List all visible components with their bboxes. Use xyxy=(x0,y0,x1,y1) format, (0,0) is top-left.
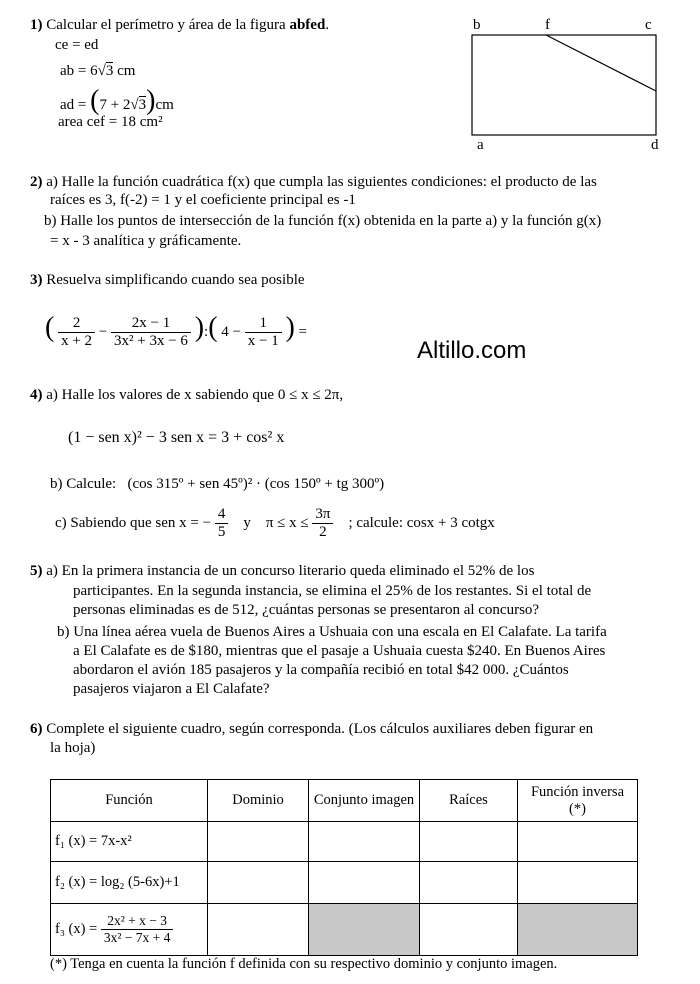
cell-f1: f₁ (x) = 7x-x² xyxy=(51,822,208,862)
problem-5-a-line2: participantes. En la segunda instancia, se elimina el 25% de los restantes. Si el total de xyxy=(73,583,592,599)
problem-text: Calcular el perímetro y área de la figura xyxy=(46,17,286,33)
denominator: 3x² + 3x − 6 xyxy=(111,332,191,350)
cell-empty[interactable] xyxy=(208,904,309,956)
text: Complete el siguiente cuadro, según corresponda. (Los cálculos auxiliares deben figurar en xyxy=(46,721,594,737)
interval: π ≤ x ≤ xyxy=(265,514,309,531)
problem-5-b-line2: a El Calafate es de $180, mientras que el pasaje a Ushuaia cuesta $240. En Buenos Aires xyxy=(73,643,606,659)
problem-3-statement xyxy=(30,272,305,289)
vertex-d: d xyxy=(651,137,659,153)
label: c) Sabiendo que sen x = − xyxy=(55,514,212,531)
problem-2-a-line2: raíces es 3, f(-2) = 1 y el coeficiente principal es -1 xyxy=(50,192,356,208)
denominator: 2 xyxy=(312,523,333,541)
problem-2-b-line1: b) Halle los puntos de intersección de la función f(x) obtenida en la parte a) y la función g(x) xyxy=(44,213,602,229)
denominator: 5 xyxy=(215,523,229,541)
cell-empty[interactable] xyxy=(420,862,518,904)
problem-number: 6) xyxy=(30,721,43,737)
cell-f3 xyxy=(51,904,208,956)
term: 4 − xyxy=(221,324,241,340)
period: . xyxy=(325,17,330,33)
problem-4-a xyxy=(30,387,343,404)
given-ab xyxy=(60,63,135,80)
given-area: area cef = 18 cm² xyxy=(58,114,163,130)
expression: (cos 315º + sen 45º)² · (cos 150º + tg 300º) xyxy=(127,476,385,492)
header-raices: Raíces xyxy=(420,780,518,822)
problem-number: 1) xyxy=(30,17,43,33)
problem-5-b-line4: pasajeros viajaron a El Calafate? xyxy=(73,681,270,697)
fraction-1 xyxy=(58,315,95,350)
header-funcion: Función xyxy=(51,780,208,822)
numerator: 2x − 1 xyxy=(131,315,171,332)
problem-number: 5) xyxy=(30,563,43,579)
numerator: 1 xyxy=(259,315,267,332)
problem-4-b xyxy=(50,476,384,493)
problem-text: Resuelva simplificando cuando sea posible xyxy=(46,272,305,288)
sqrt-value: 3 xyxy=(138,97,147,113)
instruction: ; calcule: cosx + 3 cotgx xyxy=(348,514,495,531)
table-footnote: (*) Tenga en cuenta la función f definida con su respectivo dominio y conjunto imagen. xyxy=(50,956,558,972)
problem-number: 4) xyxy=(30,387,43,403)
cell-f2: f₂ (x) = log₂ (5-6x)+1 xyxy=(51,862,208,904)
table-row xyxy=(51,904,638,956)
cell-empty[interactable] xyxy=(208,822,309,862)
vertex-b: b xyxy=(473,17,481,33)
vertex-f: f xyxy=(545,17,550,33)
paren-close: ) xyxy=(194,312,205,343)
paren-open: ( xyxy=(45,312,55,343)
ab-label: ab = 6 xyxy=(60,63,98,79)
f3-fraction xyxy=(101,913,174,946)
denominator: x − 1 xyxy=(245,332,282,350)
sqrt-icon: √ xyxy=(97,63,106,79)
cell-shaded xyxy=(518,904,638,956)
cell-empty[interactable] xyxy=(309,862,420,904)
cell-empty[interactable] xyxy=(420,904,518,956)
ad-expr: 7 + 2 xyxy=(99,97,131,113)
given-ce-ed: ce = ed xyxy=(55,37,99,53)
label: b) Calcule: xyxy=(50,476,117,492)
numerator: 2 xyxy=(72,315,81,332)
paren-close: ) xyxy=(146,85,156,116)
denominator: 3x² − 7x + 4 xyxy=(101,929,174,946)
header-conjunto-imagen: Conjunto imagen xyxy=(309,780,420,822)
cell-shaded xyxy=(309,904,420,956)
fraction-pi xyxy=(312,506,333,541)
equals: = xyxy=(298,324,307,340)
cell-empty[interactable] xyxy=(208,862,309,904)
problem-2-a-line1 xyxy=(30,174,597,191)
problem-1-statement xyxy=(30,17,329,34)
header-dominio: Dominio xyxy=(208,780,309,822)
cell-empty[interactable] xyxy=(309,822,420,862)
problem-2-b-line2: = x - 3 analítica y gráficamente. xyxy=(50,233,242,249)
problem-4a-text: a) Halle los valores de x sabiendo que 0 ≤ x ≤ 2π, xyxy=(46,387,344,403)
segment-fe xyxy=(546,35,656,91)
sqrt-value: 3 xyxy=(105,63,114,79)
problem-6-line1 xyxy=(30,721,593,738)
problem-number: 2) xyxy=(30,174,43,190)
header-funcion-inversa: Función inversa (*) xyxy=(518,780,638,822)
problem-5-b-line1: b) Una línea aérea vuela de Buenos Aires a Ushuaia con una escala en El Calafate. La tarifa xyxy=(57,624,607,640)
given-ad xyxy=(60,85,174,117)
problem-5-a-line1 xyxy=(30,563,534,580)
problem-6-line2: la hoja) xyxy=(50,740,96,756)
rectangle-abcd xyxy=(472,35,656,135)
table-header-row xyxy=(51,780,638,822)
table-row xyxy=(51,822,638,862)
figure-name: abfed xyxy=(289,17,326,33)
numerator: 3π xyxy=(315,506,331,522)
operator: : xyxy=(204,324,209,340)
fraction-2 xyxy=(111,315,191,350)
ad-label: ad = xyxy=(60,97,87,113)
unit: cm xyxy=(155,97,174,113)
table-row xyxy=(51,862,638,904)
f3-label: f₃ (x) = xyxy=(55,920,98,937)
watermark: Altillo.com xyxy=(417,337,527,364)
vertex-a: a xyxy=(477,137,484,153)
fraction-sen xyxy=(215,506,229,541)
denominator: x + 2 xyxy=(58,332,95,350)
problem-number: 3) xyxy=(30,272,43,288)
conjunction: y xyxy=(243,514,251,531)
paren-close: ) xyxy=(285,312,295,343)
functions-table xyxy=(50,779,638,956)
problem-5-a-line3: personas eliminadas es de 512, ¿cuántas personas se presentaron al concurso? xyxy=(73,602,540,618)
cell-empty[interactable] xyxy=(420,822,518,862)
problem-4-c xyxy=(55,506,495,541)
rectangle-figure xyxy=(465,15,675,155)
paren-open: ( xyxy=(208,312,218,343)
problem-5-b-line3: abordaron el avión 185 pasajeros y la compañía recibió en total $42 000. ¿Cuántos xyxy=(73,662,569,678)
numerator: 4 xyxy=(217,506,226,522)
problem-3-expression xyxy=(45,312,307,350)
text: a) En la primera instancia de un concurso literario queda eliminado el 52% de los xyxy=(46,563,535,579)
cell-empty[interactable] xyxy=(518,862,638,904)
vertex-c: c xyxy=(645,17,652,33)
paren-open: ( xyxy=(90,85,100,116)
sqrt-icon: √ xyxy=(130,97,139,113)
problem-4-equation: (1 − sen x)² − 3 sen x = 3 + cos² x xyxy=(68,429,285,446)
cell-empty[interactable] xyxy=(518,822,638,862)
fraction-3 xyxy=(245,315,282,350)
unit: cm xyxy=(117,63,136,79)
operator: − xyxy=(98,324,108,340)
numerator: 2x² + x − 3 xyxy=(107,913,167,928)
problem-2a-text: a) Halle la función cuadrática f(x) que cumpla las siguientes condiciones: el producto de las xyxy=(46,174,597,190)
